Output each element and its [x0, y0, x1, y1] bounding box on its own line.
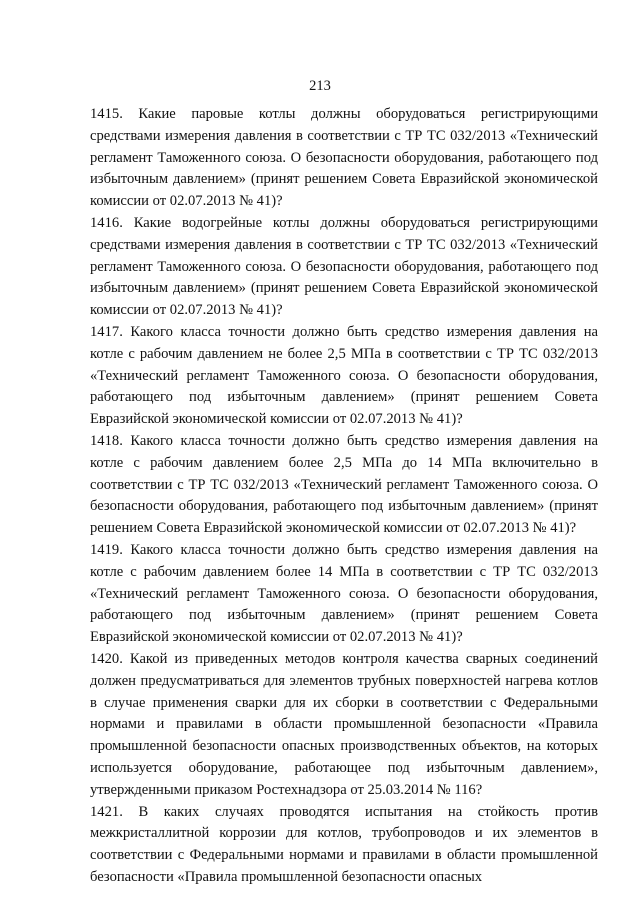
question-1416: 1416. Какие водогрейные котлы должны оборудоваться регистрирующими средствами измерения давления в соответствии с ТР ТС 032/2013 «Технический регламент Таможенного союза. О безопасности оборудования, работающего под избыточным давлением» (принят решением Совета Евразийской экономической комиссии от 02.07.2013 № 41)?: [90, 214, 598, 319]
question-1415: 1415. Какие паровые котлы должны оборудоваться регистрирующими средствами измерения давления в соответствии с ТР ТС 032/2013 «Технический регламент Таможенного союза. О безопасности оборудования, работающего под избыточным давлением» (принят решением Совета Евразийской экономической комиссии от 02.07.2013 № 41)?: [90, 106, 598, 210]
question-list: [90, 104, 598, 889]
question-1419: 1419. Какого класса точности должно быть средство измерения давления на котле с рабочим давлением более 14 МПа в соответствии с ТР ТС 032/2013 «Технический регламент Таможенного союза. О безопасности оборудования, работающего под избыточным давлением» (принят решением Совета Евразийской экономической комиссии от 02.07.2013 № 41)?: [90, 541, 598, 646]
question-1418: 1418. Какого класса точности должно быть средство измерения давления на котле с рабочим давлением более 2,5 МПа до 14 МПа включительно в соответствии с ТР ТС 032/2013 «Технический регламент Таможенного союза. О безопасности оборудования, работающего под избыточным давлением» (принят решением Совета Евразийской экономической комиссии от 02.07.2013 № 41)?: [90, 432, 598, 537]
page-number: 213: [309, 78, 331, 94]
question-1420: 1420. Какой из приведенных методов контроля качества сварных соединений должен предусматриваться для элементов трубных поверхностей нагрева котлов в случае применения сварки для их сборки в соответствии с Федеральными нормами и правилами в области промышленной безопасности «Правила промышленной безопасности опасных производственных объектов, на которых используется оборудование, работающее под избыточным давлением», утвержденными приказом Ростехнадзора от 25.03.2014 № 116?: [90, 650, 598, 798]
question-1417: 1417. Какого класса точности должно быть средство измерения давления на котле с рабочим давлением не более 2,5 МПа в соответствии с ТР ТС 032/2013 «Технический регламент Таможенного союза. О безопасности оборудования, работающего под избыточным давлением» (принят решением Совета Евразийской экономической комиссии от 02.07.2013 № 41)?: [90, 323, 598, 428]
question-1421: 1421. В каких случаях проводятся испытания на стойкость против межкристаллитной коррозии для котлов, трубопроводов и их элементов в соответствии с Федеральными нормами и правилами в области промышленной безопасности «Правила промышленной безопасности опасных: [90, 803, 598, 885]
